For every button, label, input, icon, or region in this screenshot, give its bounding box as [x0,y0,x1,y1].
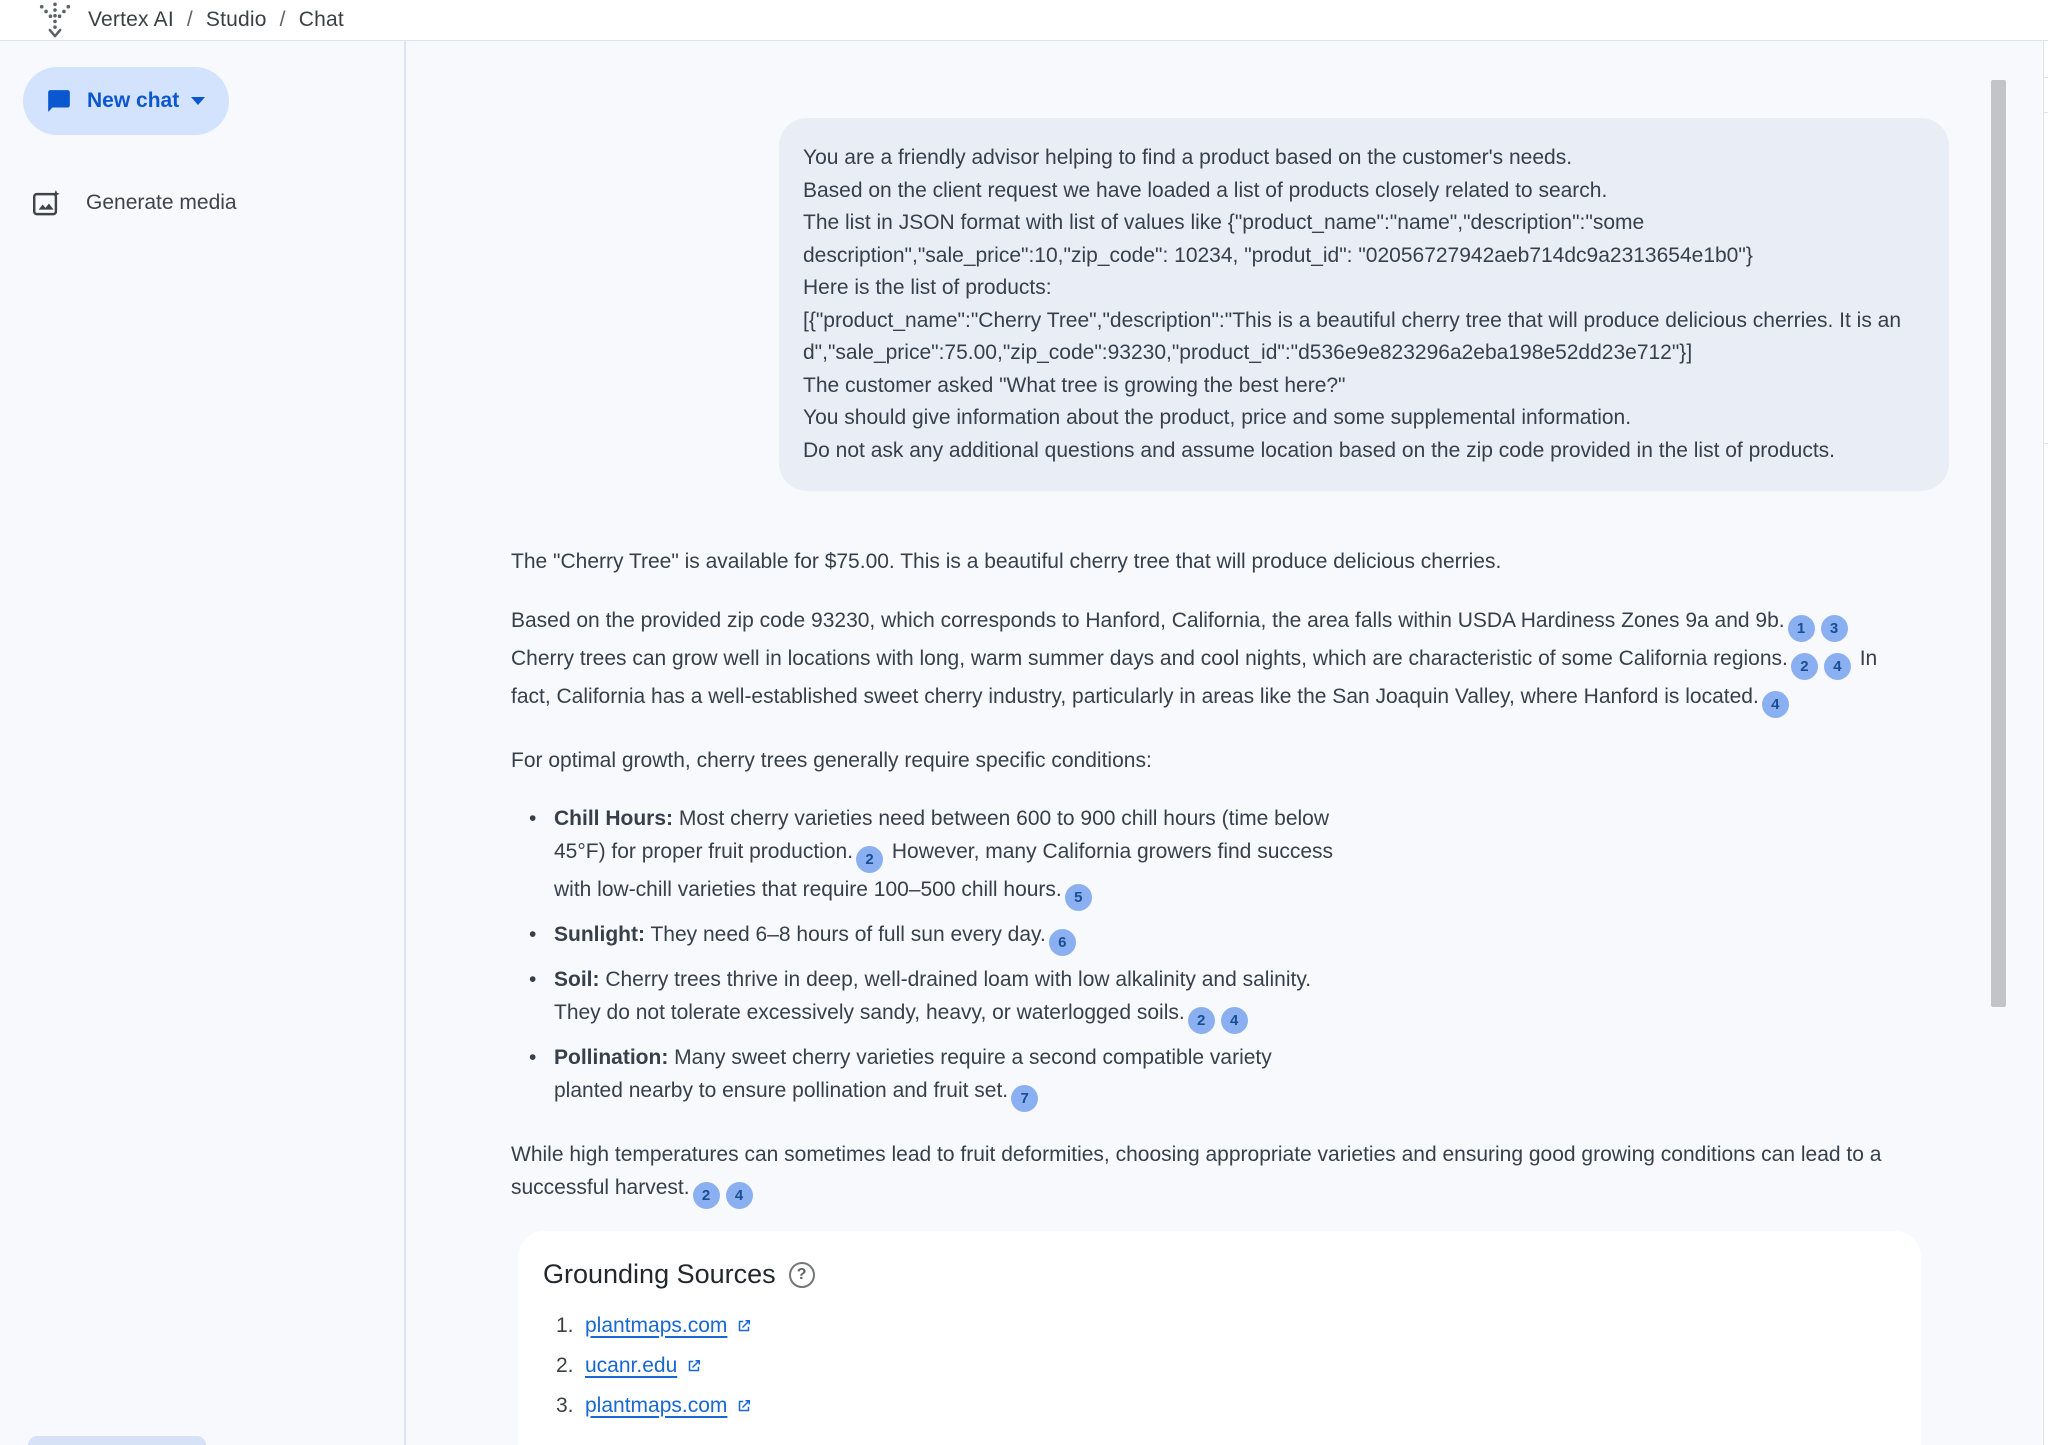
right-panel-divider [2043,112,2048,113]
list-item-sunlight [511,918,1334,956]
generate-media-label: Generate media [86,191,237,214]
list-item-soil [511,963,1334,1034]
text-run: Many sweet cherry varieties require a second compatible variety planted nearby to ensure pollination and fruit set. [554,1046,1272,1102]
source-row [543,1392,1891,1419]
list-item-pollination [511,1041,1334,1112]
list-item-chill-hours [511,802,1334,911]
text-run: Cherry trees thrive in deep, well-drained loam with low alkalinity and salinity. They do not tolerate excessively sandy, heavy, or waterlogged soils. [554,968,1312,1024]
citation-badge[interactable]: 4 [1762,691,1789,718]
source-row [543,1352,1891,1379]
chevron-down-icon[interactable] [191,97,205,105]
text-run: Based on the provided zip code 93230, which corresponds to Hanford, California, the area falls within USDA Hardiness Zones 9a and 9b. [511,609,1785,632]
new-chat-label: New chat [87,89,180,112]
source-number: 2. [556,1353,574,1377]
source-number: 1. [556,1313,574,1337]
citation-badge[interactable]: 5 [1065,884,1092,911]
response-paragraph [511,744,1908,777]
chat-main-area [406,41,2048,1445]
external-link-icon[interactable] [735,1397,753,1415]
breadcrumb-vertex-ai[interactable]: Vertex AI [88,8,174,31]
sidebar-item-generate-media[interactable] [32,189,237,217]
citation-badge[interactable]: 2 [1188,1007,1215,1034]
prompt-line: Here is the list of products: [803,276,1052,299]
generate-media-icon [32,189,62,217]
text-run: Most cherry varieties need between 600 to 900 chill hours (time below 45°F) for proper fruit production. [554,807,1330,863]
prompt-line: The customer asked "What tree is growing the best here?" [803,373,1346,397]
help-icon[interactable]: ? [789,1262,815,1288]
chat-bubble-icon [46,88,72,114]
grounding-sources-list [543,1312,1891,1419]
sidebar [0,41,406,1445]
citation-badge[interactable]: 2 [1791,653,1818,680]
grounding-sources-title [543,1259,1891,1290]
vertex-ai-logo-icon [36,1,74,39]
source-row [543,1312,1891,1339]
model-response [511,545,1908,1209]
response-paragraph [511,604,1908,718]
source-link[interactable]: plantmaps.com [585,1393,728,1417]
prompt-line: You are a friendly advisor helping to find a product based on the customer's needs. [803,146,1573,169]
citation-badge[interactable]: 2 [856,846,883,873]
citation-badge[interactable]: 4 [726,1182,753,1209]
right-panel-divider [2043,443,2048,444]
citation-badge[interactable]: 2 [693,1182,720,1209]
prompt-line: Based on the client request we have loaded a list of products closely related to search. [803,178,1608,202]
sidebar-bottom-panel-edge[interactable] [28,1436,206,1445]
source-number: 3. [556,1393,574,1417]
text-run: Cherry trees can grow well in locations with long, warm summer days and cool nights, which are characteristic of some California regions. [511,647,1788,670]
text-run: In fact, California has a well-established sweet cherry industry, particularly in areas like the San Joaquin Valley, where Hanford is located. [511,647,1878,708]
grounding-sources-title-text: Grounding Sources [543,1259,776,1289]
bullet-label: Chill Hours: [554,807,673,830]
grounding-sources-card [518,1231,1921,1445]
breadcrumb-separator: / [186,8,193,31]
breadcrumb-separator: / [279,8,286,31]
conditions-list [511,802,1908,1112]
response-paragraph [511,1138,1908,1209]
source-link[interactable]: ucanr.edu [585,1353,678,1377]
page-body [0,41,2048,1445]
breadcrumb-chat[interactable]: Chat [298,8,344,31]
right-panel-divider [2043,77,2048,78]
text-run: They need 6–8 hours of full sun every day. [644,923,1046,946]
source-link[interactable]: plantmaps.com [585,1313,728,1337]
right-panel-edge [2043,41,2048,1445]
prompt-line: You should give information about the product, price and some supplemental information. [803,406,1632,429]
bullet-label: Soil: [554,968,600,991]
citation-badge[interactable]: 3 [1821,615,1848,642]
citation-badge[interactable]: 6 [1049,929,1076,956]
citation-badge[interactable]: 7 [1011,1085,1038,1112]
breadcrumb-studio[interactable]: Studio [205,8,267,31]
prompt-line: [{"product_name":"Cherry Tree","description":"This is a beautiful cherry tree that will produce delicious cherries. It is an d","sale_price":75.00,"zip_code":93230,"product_id":"d536e9e823296a2eba198e52dd23e712"}] [803,308,1902,364]
bullet-label: Sunlight: [554,923,645,946]
bullet-label: Pollination: [554,1046,669,1069]
text-run: For optimal growth, cherry trees generally require specific conditions: [511,749,1152,772]
new-chat-button[interactable] [23,67,229,135]
citation-badge[interactable]: 4 [1221,1007,1248,1034]
response-paragraph [511,545,1908,578]
top-breadcrumb-bar [0,0,2048,41]
vertical-scrollbar-thumb[interactable] [1991,80,2006,1007]
text-run: The "Cherry Tree" is available for $75.00. This is a beautiful cherry tree that will produce delicious cherries. [511,550,1502,573]
text-run: However, many California growers find success with low-chill varieties that require 100–500 chill hours. [554,840,1334,901]
breadcrumb [88,8,344,32]
prompt-line: The list in JSON format with list of values like {"product_name":"name","description":"some description","sale_price":10,"zip_code": 10234, "produt_id": "02056727942aeb714dc9a2313654e1b0"} [803,211,1753,267]
citation-badge[interactable]: 1 [1788,615,1815,642]
external-link-icon[interactable] [685,1357,703,1375]
text-run: While high temperatures can sometimes lead to fruit deformities, choosing appropriate varieties and ensuring good growing conditions can lead to a successful harvest. [511,1143,1882,1199]
citation-badge[interactable]: 4 [1824,653,1851,680]
prompt-message-bubble [779,118,1949,491]
external-link-icon[interactable] [735,1317,753,1335]
prompt-line: Do not ask any additional questions and assume location based on the zip code provided in the list of products. [803,438,1835,462]
